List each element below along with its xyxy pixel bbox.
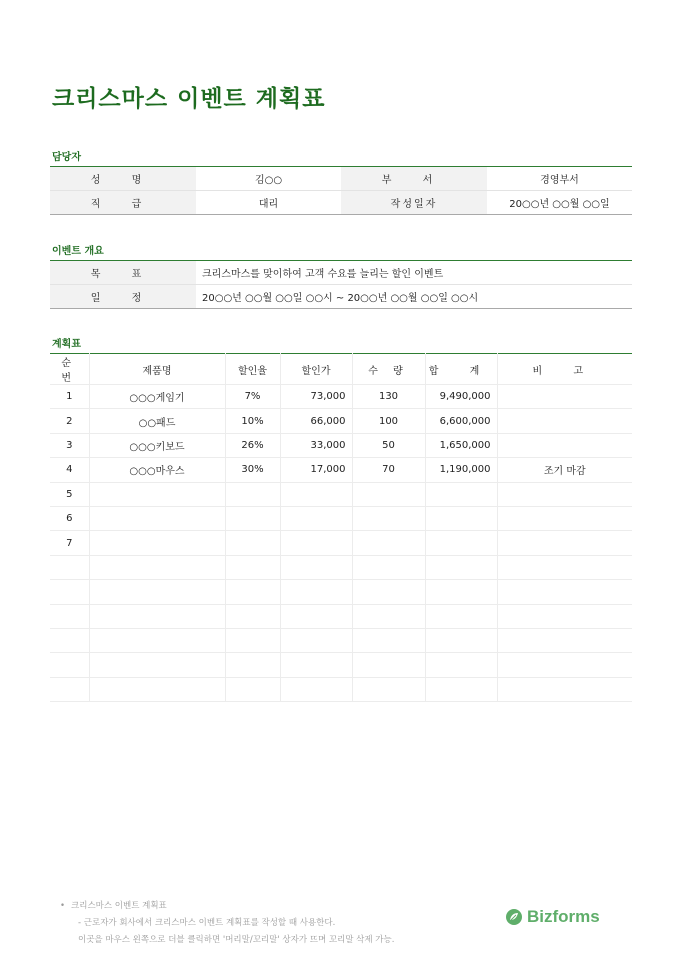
row-total xyxy=(425,653,497,677)
row-product xyxy=(89,580,225,604)
row-discount-price: 73,000 xyxy=(280,385,352,409)
row-quantity: 50 xyxy=(352,433,425,457)
header-no: 순 번 xyxy=(50,354,89,385)
row-discount-price xyxy=(280,482,352,506)
row-total: 9,490,000 xyxy=(425,385,497,409)
table-row xyxy=(50,482,632,506)
row-no: 7 xyxy=(50,531,89,555)
row-discount-rate xyxy=(225,653,280,677)
table-row xyxy=(50,677,632,701)
footer-line-3: 이곳을 마우스 왼쪽으로 더블 클릭하면 '머리말/꼬리말' 상자가 뜨며 꼬리말 삭제 가능. xyxy=(78,935,395,945)
date-label: 작성일자 xyxy=(341,191,487,215)
row-discount-price xyxy=(280,653,352,677)
row-total xyxy=(425,628,497,652)
row-quantity xyxy=(352,531,425,555)
table-row xyxy=(50,604,632,628)
header-quantity: 수 량 xyxy=(352,354,425,385)
table-row xyxy=(50,531,632,555)
row-product: ○○○게임기 xyxy=(89,385,225,409)
row-discount-rate xyxy=(225,531,280,555)
row-discount-rate: 30% xyxy=(225,458,280,482)
row-quantity xyxy=(352,580,425,604)
row-remarks xyxy=(497,506,632,530)
plan-section-title: 계획표 xyxy=(52,339,81,350)
table-row xyxy=(50,653,632,677)
row-discount-price: 17,000 xyxy=(280,458,352,482)
row-quantity: 70 xyxy=(352,458,425,482)
row-discount-price xyxy=(280,506,352,530)
row-no xyxy=(50,653,89,677)
header-total: 합 계 xyxy=(425,354,497,385)
row-product xyxy=(89,677,225,701)
row-discount-price xyxy=(280,580,352,604)
row-quantity xyxy=(352,653,425,677)
footer xyxy=(60,898,394,949)
event-section-title: 이벤트 개요 xyxy=(52,246,104,257)
footer-line-1: • 크리스마스 이벤트 계획표 xyxy=(60,901,167,911)
table-row xyxy=(50,409,632,433)
plan-header-row xyxy=(50,354,632,385)
row-discount-rate xyxy=(225,604,280,628)
row-total xyxy=(425,482,497,506)
row-quantity xyxy=(352,677,425,701)
row-total: 1,650,000 xyxy=(425,433,497,457)
row-no xyxy=(50,628,89,652)
row-discount-price: 33,000 xyxy=(280,433,352,457)
row-remarks xyxy=(497,433,632,457)
row-discount-rate xyxy=(225,580,280,604)
row-product: ○○○키보드 xyxy=(89,433,225,457)
header-discount-rate: 할인율 xyxy=(225,354,280,385)
row-product xyxy=(89,604,225,628)
logo-text: Bizforms xyxy=(527,907,600,926)
row-no xyxy=(50,555,89,579)
row-total: 6,600,000 xyxy=(425,409,497,433)
schedule-label: 일 정 xyxy=(50,285,196,309)
row-remarks: 조기 마감 xyxy=(497,458,632,482)
row-discount-rate xyxy=(225,555,280,579)
row-remarks xyxy=(497,677,632,701)
row-no: 2 xyxy=(50,409,89,433)
row-discount-rate xyxy=(225,628,280,652)
goal-label: 목 표 xyxy=(50,261,196,285)
row-product xyxy=(89,628,225,652)
header-discount-price: 할인가 xyxy=(280,354,352,385)
row-quantity xyxy=(352,506,425,530)
footer-line-2: - 근로자가 회사에서 크리스마스 이벤트 계획표를 작성할 때 사용한다. xyxy=(78,918,336,928)
row-total xyxy=(425,580,497,604)
dept-value: 경영부서 xyxy=(540,175,579,186)
row-quantity xyxy=(352,555,425,579)
name-label: 성 명 xyxy=(50,167,196,191)
row-product xyxy=(89,555,225,579)
row-product xyxy=(89,506,225,530)
name-value: 김○○ xyxy=(254,175,283,186)
row-discount-rate: 7% xyxy=(225,385,280,409)
row-total xyxy=(425,604,497,628)
row-remarks xyxy=(497,531,632,555)
row-no: 6 xyxy=(50,506,89,530)
row-discount-rate xyxy=(225,506,280,530)
row-discount-rate xyxy=(225,677,280,701)
table-row xyxy=(50,580,632,604)
row-total xyxy=(425,506,497,530)
row-product: ○○패드 xyxy=(89,409,225,433)
row-no: 4 xyxy=(50,458,89,482)
leaf-icon xyxy=(505,908,523,926)
schedule-value: 20○○년 ○○월 ○○일 ○○시 ~ 20○○년 ○○월 ○○일 ○○시 xyxy=(196,285,632,309)
row-no xyxy=(50,580,89,604)
row-quantity: 130 xyxy=(352,385,425,409)
table-row xyxy=(50,555,632,579)
row-no xyxy=(50,604,89,628)
row-quantity xyxy=(352,482,425,506)
row-quantity: 100 xyxy=(352,409,425,433)
row-total xyxy=(425,677,497,701)
row-quantity xyxy=(352,604,425,628)
row-product xyxy=(89,482,225,506)
row-remarks xyxy=(497,580,632,604)
row-product: ○○○마우스 xyxy=(89,458,225,482)
header-remarks: 비 고 xyxy=(497,354,632,385)
row-discount-price xyxy=(280,677,352,701)
row-discount-price xyxy=(280,628,352,652)
row-no xyxy=(50,677,89,701)
row-total xyxy=(425,531,497,555)
table-row xyxy=(50,433,632,457)
row-discount-rate: 26% xyxy=(225,433,280,457)
row-remarks xyxy=(497,482,632,506)
manager-section-title: 담당자 xyxy=(52,152,81,163)
row-remarks xyxy=(497,604,632,628)
row-discount-price: 66,000 xyxy=(280,409,352,433)
row-discount-price xyxy=(280,555,352,579)
row-discount-rate: 10% xyxy=(225,409,280,433)
row-no: 3 xyxy=(50,433,89,457)
manager-table xyxy=(50,166,632,215)
row-remarks xyxy=(497,555,632,579)
rank-value: 대리 xyxy=(196,191,341,215)
row-remarks xyxy=(497,653,632,677)
row-remarks xyxy=(497,385,632,409)
row-product xyxy=(89,653,225,677)
plan-table xyxy=(50,353,632,702)
header-product: 제품명 xyxy=(89,354,225,385)
row-remarks xyxy=(497,409,632,433)
rank-label: 직 급 xyxy=(50,191,196,215)
page-title: 크리스마스 이벤트 계획표 xyxy=(52,86,326,112)
goal-value: 크리스마스를 맞이하여 고객 수요를 늘리는 할인 이벤트 xyxy=(202,269,444,280)
row-no: 1 xyxy=(50,385,89,409)
row-total xyxy=(425,555,497,579)
bizforms-logo xyxy=(505,907,600,927)
row-discount-price xyxy=(280,531,352,555)
row-product xyxy=(89,531,225,555)
row-remarks xyxy=(497,628,632,652)
table-row xyxy=(50,385,632,409)
row-no: 5 xyxy=(50,482,89,506)
dept-label: 부 서 xyxy=(341,167,487,191)
table-row xyxy=(50,506,632,530)
plan-body xyxy=(50,385,632,702)
row-total: 1,190,000 xyxy=(425,458,497,482)
row-discount-price xyxy=(280,604,352,628)
event-table xyxy=(50,260,632,309)
row-discount-rate xyxy=(225,482,280,506)
date-value: 20○○년 ○○월 ○○일 xyxy=(487,191,632,215)
table-row xyxy=(50,458,632,482)
table-row xyxy=(50,628,632,652)
row-quantity xyxy=(352,628,425,652)
